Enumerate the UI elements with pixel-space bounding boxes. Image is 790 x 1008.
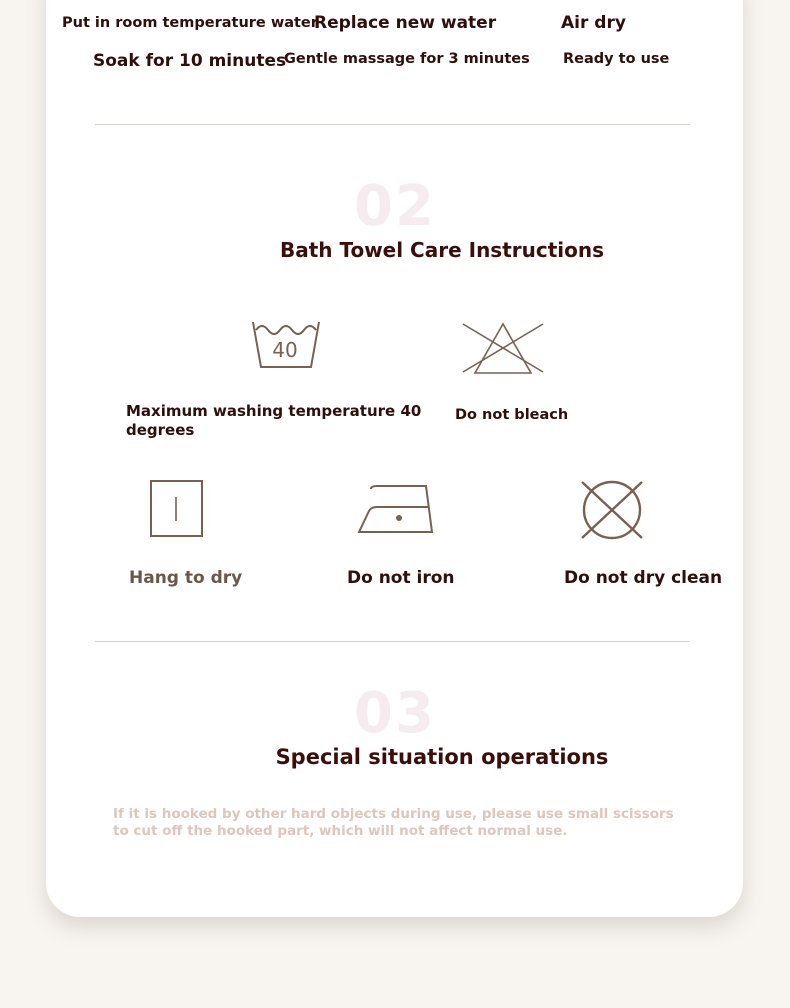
- section-number-02: 02: [354, 174, 436, 239]
- label-hang-dry: Hang to dry: [129, 568, 243, 588]
- wash-40-icon: [250, 318, 322, 372]
- label-no-dry-clean: Do not dry clean: [564, 568, 723, 588]
- step-gentle-massage: Gentle massage for 3 minutes: [284, 51, 530, 67]
- label-no-bleach: Do not bleach: [455, 407, 569, 423]
- content-card: [46, 0, 743, 917]
- hang-dry-icon: [149, 479, 205, 539]
- no-dry-clean-icon: [578, 478, 646, 542]
- section-title-special: Special situation operations: [275, 745, 609, 769]
- step-ready: Ready to use: [563, 51, 670, 67]
- section-title-care: Bath Towel Care Instructions: [279, 238, 605, 262]
- step-replace-water: Replace new water: [314, 13, 497, 33]
- divider-1: [95, 124, 690, 125]
- svg-text:40: 40: [272, 338, 298, 362]
- label-no-iron: Do not iron: [347, 568, 455, 588]
- label-wash-40: Maximum washing temperature 40 degrees: [126, 402, 422, 439]
- no-bleach-icon: [461, 320, 545, 376]
- divider-2: [95, 641, 690, 642]
- section-number-03: 03: [354, 681, 436, 746]
- step-room-temp-water: Put in room temperature water: [62, 15, 318, 31]
- step-soak: Soak for 10 minutes: [93, 51, 287, 71]
- special-note-text: If it is hooked by other hard objects during use, please use small scissors to cut off the hooked part, which will not affect normal use.: [113, 806, 674, 839]
- no-iron-icon: [355, 484, 435, 536]
- step-air-dry: Air dry: [561, 13, 626, 33]
